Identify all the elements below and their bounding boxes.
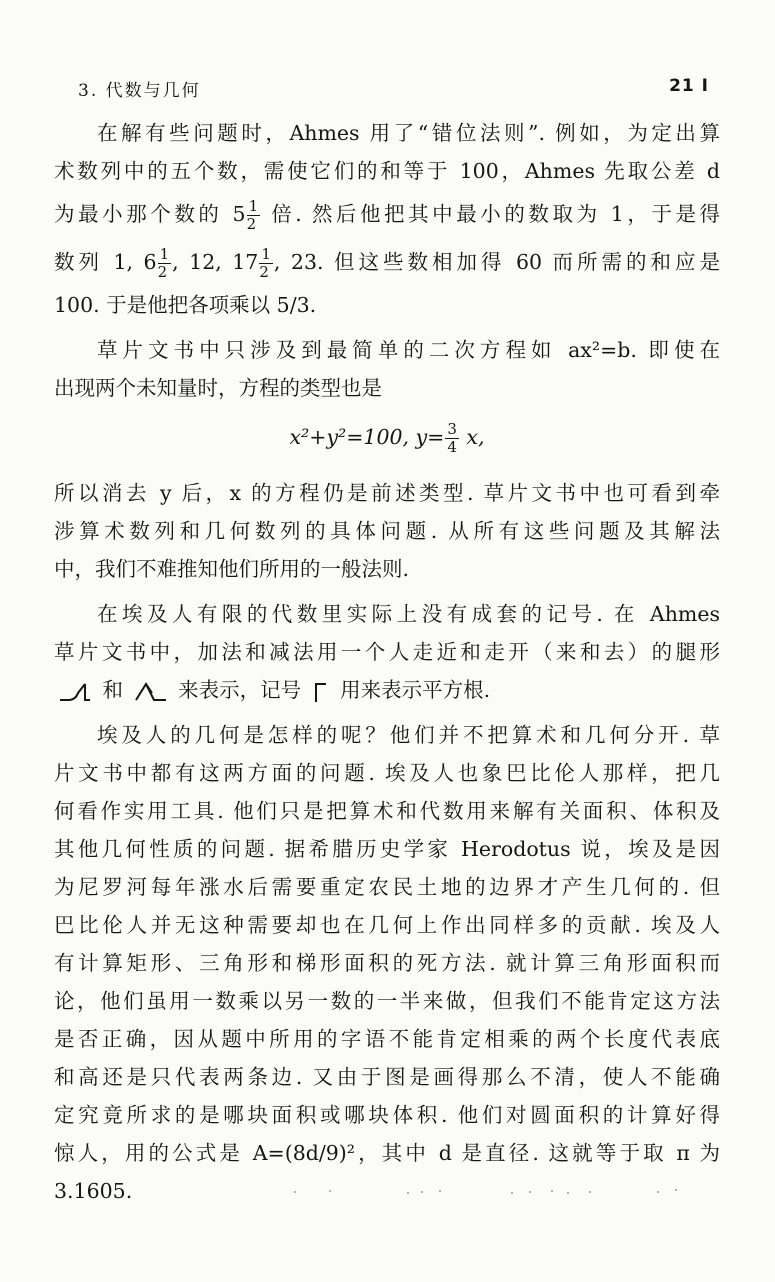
- text-line: 和高还是只代表两条边. 又由于图是画得那么不清，使人不能确: [54, 1065, 720, 1089]
- text-line: 草片文书中只涉及到最简单的二次方程如 ax²=b. 即使在: [97, 338, 720, 362]
- text-run: 数列 1, 6: [54, 250, 157, 274]
- fraction-numerator: 3: [447, 420, 457, 438]
- paragraph: [54, 331, 720, 467]
- legs-walking-away-icon: [134, 681, 168, 703]
- equation-right: x,: [459, 425, 485, 449]
- fraction: [259, 246, 273, 281]
- text-line: 3.1605.: [54, 1179, 133, 1203]
- text-line: 术数列中的五个数，需使它们的和等于 100，Ahmes 先取公差 d: [54, 159, 720, 183]
- fraction-numerator: 1: [261, 245, 271, 263]
- legs-walking-toward-icon: [58, 681, 92, 703]
- equation-left: x²+y²=100, y=: [289, 425, 445, 449]
- page-header: [78, 76, 709, 100]
- text-run: 用来表示平方根.: [340, 678, 491, 702]
- text-line: 片文书中都有这两方面的问题. 埃及人也象巴比伦人那样，把几: [54, 761, 720, 785]
- fraction-denominator: 4: [447, 438, 457, 456]
- text-line: 惊人，用的公式是 A=(8d/9)²，其中 d 是直径. 这就等于取 π 为: [54, 1141, 720, 1165]
- text-line: [54, 190, 720, 238]
- text-line: 中，我们不难推知他们所用的一般法则.: [54, 557, 410, 581]
- text-line: 100. 于是他把各项乘以 5/3.: [54, 293, 317, 317]
- text-line: 是否正确，因从题中所用的字语不能肯定相乘的两个长度代表底: [54, 1027, 720, 1051]
- text-line: 涉算术数列和几何数列的具体问题. 从所有这些问题及其解法: [54, 519, 720, 543]
- text-run: , 23. 但这些数相加得 60 而所需的和应是: [273, 250, 720, 274]
- text-line: 何看作实用工具. 他们只是把算术和代数用来解有关面积、体积及: [54, 799, 720, 823]
- paragraph: [54, 716, 720, 1210]
- paragraph: [54, 595, 720, 709]
- paragraph: [54, 474, 720, 588]
- fraction-denominator: 2: [157, 263, 168, 281]
- page-number: 21 I: [669, 76, 709, 96]
- body-text: [54, 114, 720, 1217]
- fraction-numerator: 1: [159, 245, 170, 263]
- fraction-numerator: 1: [248, 197, 259, 215]
- text-line: 定究竟所求的是哪块面积或哪块体积. 他们对圆面积的计算好得: [54, 1103, 720, 1127]
- fraction: [158, 246, 172, 281]
- text-line: 其他几何性质的问题. 据希腊历史学家 Herodotus 说，埃及是因: [54, 837, 720, 861]
- text-line: 有计算矩形、三角形和梯形面积的死方法. 就计算三角形面积而: [54, 951, 720, 975]
- text-line: 论，他们虽用一数乘以另一数的一半来做，但我们不能肯定这方法: [54, 989, 720, 1013]
- text-run: 倍. 然后他把其中最小的数取为 1，于是得: [261, 202, 721, 226]
- text-line: 草片文书中，加法和减法用一个人走近和走开（来和去）的腿形: [54, 640, 720, 664]
- text-line: 巴比伦人并无这种需要却也在几何上作出同样多的贡献. 埃及人: [54, 913, 720, 937]
- text-line: 在解有些问题时，Ahmes 用了“错位法则”. 例如，为定出算: [97, 121, 720, 145]
- text-line: 所以消去 y 后，x 的方程仍是前述类型. 草片文书中也可看到牵: [54, 481, 720, 505]
- text-run: , 12, 17: [172, 250, 259, 274]
- paragraph: [54, 114, 720, 324]
- fraction: [445, 421, 459, 456]
- text-line: [54, 671, 720, 709]
- text-line: 为尼罗河每年涨水后需要重定农民土地的边界才产生几何的. 但: [54, 875, 720, 899]
- square-root-sign-icon: [312, 681, 330, 703]
- text-line: 出现两个未知量时，方程的类型也是: [54, 376, 382, 400]
- scan-speckle: [290, 1186, 690, 1198]
- text-line: 埃及人的几何是怎样的呢？他们并不把算术和几何分开. 草: [97, 723, 720, 747]
- fraction-denominator: 2: [259, 263, 269, 281]
- text-line: [54, 238, 720, 286]
- text-run: 和: [102, 678, 124, 702]
- running-title: 3. 代数与几何: [78, 81, 201, 101]
- display-equation: [54, 407, 720, 467]
- text-run: 来表示，记号: [178, 678, 302, 702]
- fraction-denominator: 2: [246, 215, 257, 233]
- text-run: 为最小那个数的 5: [54, 202, 246, 226]
- fraction: [247, 198, 261, 233]
- text-line: 在埃及人有限的代数里实际上没有成套的记号. 在 Ahmes: [97, 602, 720, 626]
